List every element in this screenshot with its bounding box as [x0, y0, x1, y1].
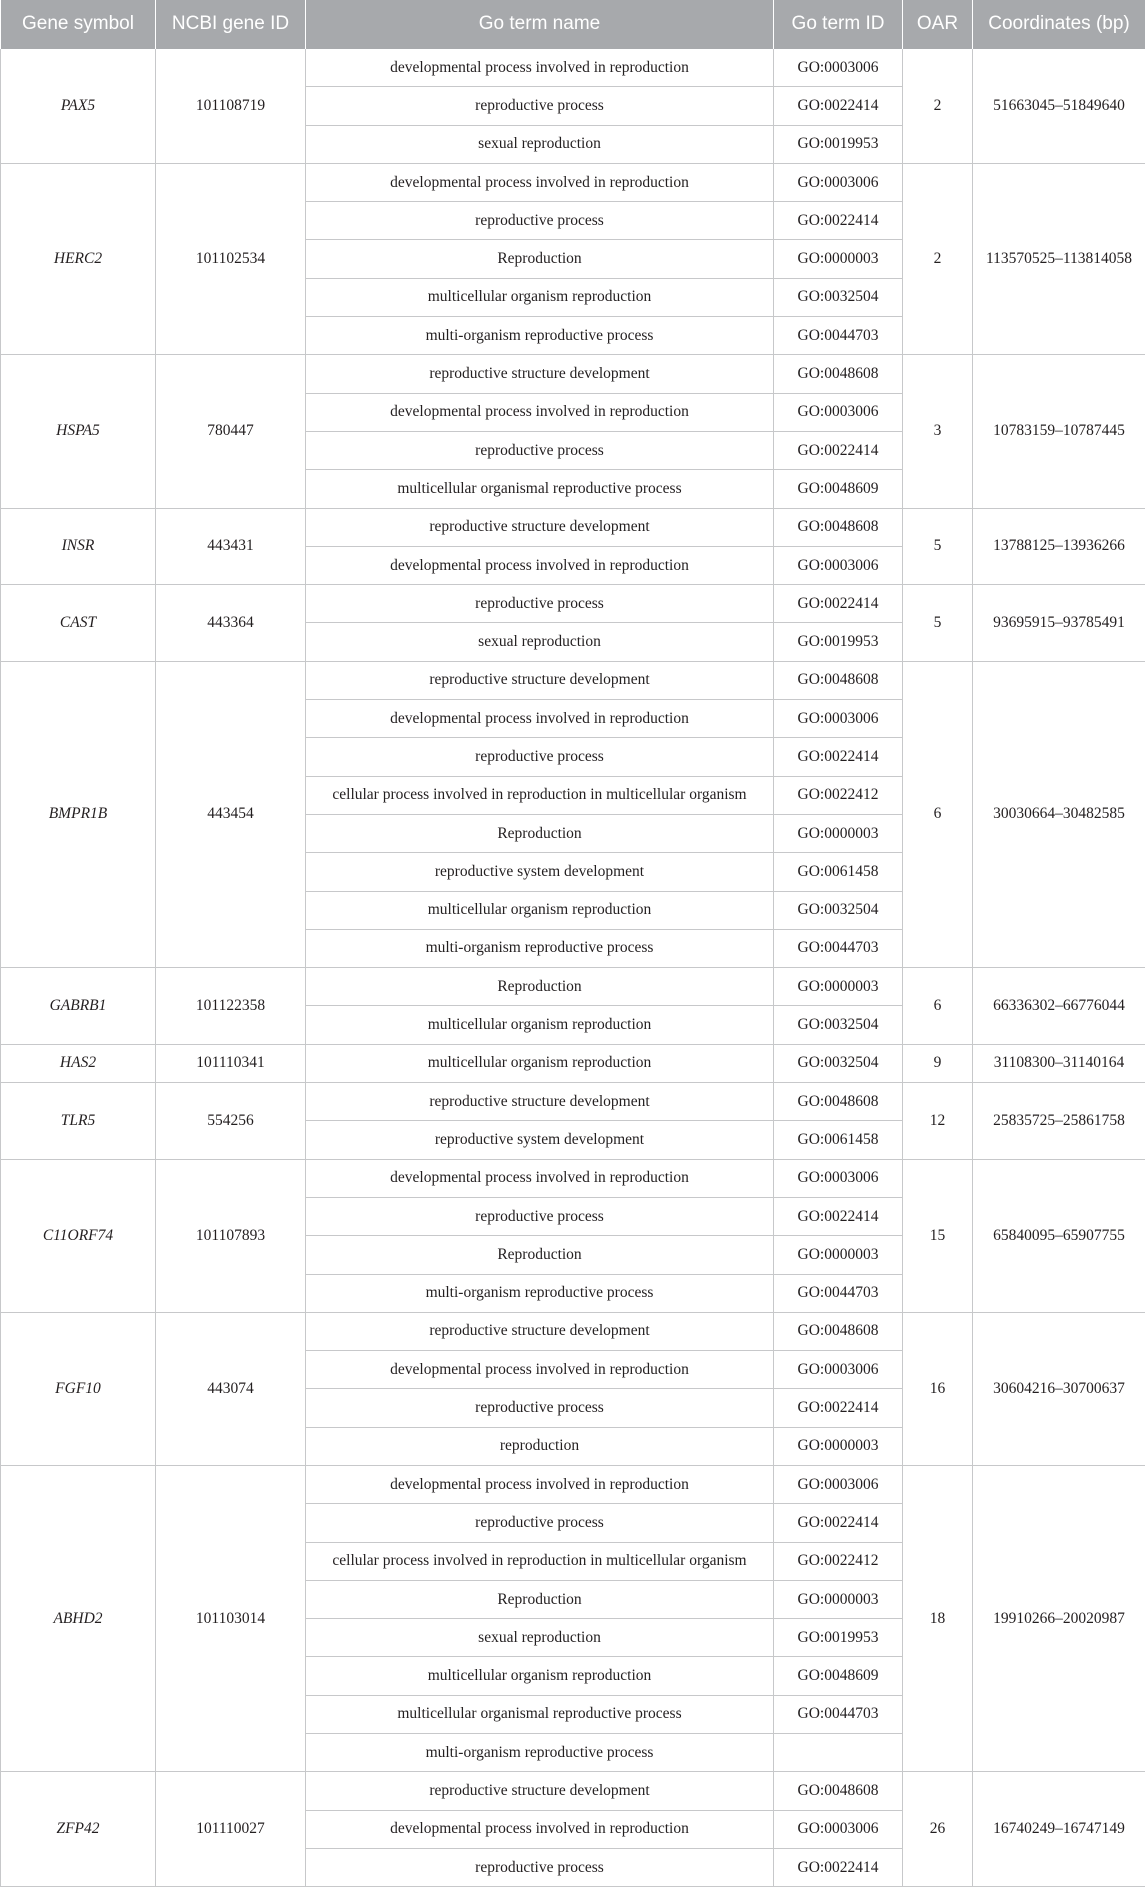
- go-term-id-cell: GO:0019953: [774, 623, 903, 661]
- go-term-id-cell: GO:0000003: [774, 1580, 903, 1618]
- header-coordinates: Coordinates (bp): [973, 0, 1145, 49]
- go-term-name-cell: reproductive process: [306, 87, 774, 125]
- go-term-id-cell: GO:0003006: [774, 1159, 903, 1197]
- ncbi-gene-id-cell: 101110341: [156, 1044, 306, 1082]
- ncbi-gene-id-cell: 101107893: [156, 1159, 306, 1312]
- table-row: [1, 508, 1145, 546]
- go-term-id-cell: GO:0044703: [774, 929, 903, 967]
- gene-group: [1, 163, 1145, 354]
- go-term-name-cell: developmental process involved in reproduction: [306, 1810, 774, 1848]
- go-term-id-cell: GO:0022414: [774, 1389, 903, 1427]
- gene-symbol-cell: HAS2: [1, 1044, 156, 1082]
- go-term-name-cell: sexual reproduction: [306, 1619, 774, 1657]
- go-term-name-cell: multi-organism reproductive process: [306, 1734, 774, 1772]
- table-row: [1, 1772, 1145, 1810]
- go-term-id-cell: GO:0000003: [774, 814, 903, 852]
- go-term-name-cell: cellular process involved in reproduction in multicellular organism: [306, 1542, 774, 1580]
- go-term-name-cell: developmental process involved in reproduction: [306, 49, 774, 87]
- go-term-id-cell: GO:0032504: [774, 1006, 903, 1044]
- gene-symbol-cell: HSPA5: [1, 355, 156, 508]
- go-term-name-cell: sexual reproduction: [306, 623, 774, 661]
- go-term-id-cell: GO:0003006: [774, 546, 903, 584]
- coordinates-cell: 19910266–20020987: [973, 1465, 1145, 1771]
- table-row: [1, 1312, 1145, 1350]
- go-term-name-cell: multicellular organismal reproductive process: [306, 470, 774, 508]
- go-term-id-cell: GO:0022412: [774, 776, 903, 814]
- ncbi-gene-id-cell: 443454: [156, 661, 306, 967]
- go-term-id-cell: GO:0022412: [774, 1542, 903, 1580]
- go-term-id-cell: GO:0044703: [774, 317, 903, 355]
- go-term-name-cell: multicellular organism reproduction: [306, 891, 774, 929]
- header-oar: OAR: [903, 0, 973, 49]
- oar-cell: 16: [903, 1312, 973, 1465]
- table-row: [1, 1465, 1145, 1503]
- go-term-id-cell: GO:0061458: [774, 853, 903, 891]
- table-row: [1, 585, 1145, 623]
- go-term-name-cell: Reproduction: [306, 1580, 774, 1618]
- ncbi-gene-id-cell: 101103014: [156, 1465, 306, 1771]
- oar-cell: 2: [903, 163, 973, 354]
- go-term-id-cell: GO:0061458: [774, 1121, 903, 1159]
- go-term-id-cell: GO:0022414: [774, 1197, 903, 1235]
- go-term-name-cell: reproductive structure development: [306, 1083, 774, 1121]
- go-term-name-cell: reproductive process: [306, 1389, 774, 1427]
- ncbi-gene-id-cell: 554256: [156, 1083, 306, 1160]
- gene-group: [1, 1772, 1145, 1887]
- header-go-term-name: Go term name: [306, 0, 774, 49]
- coordinates-cell: 16740249–16747149: [973, 1772, 1145, 1887]
- coordinates-cell: 93695915–93785491: [973, 585, 1145, 662]
- go-term-id-cell: GO:0048609: [774, 1657, 903, 1695]
- oar-cell: 18: [903, 1465, 973, 1771]
- coordinates-cell: 10783159–10787445: [973, 355, 1145, 508]
- go-term-id-cell: GO:0003006: [774, 1351, 903, 1389]
- go-term-name-cell: multi-organism reproductive process: [306, 929, 774, 967]
- coordinates-cell: 25835725–25861758: [973, 1083, 1145, 1160]
- go-term-id-cell: GO:0003006: [774, 1465, 903, 1503]
- go-term-name-cell: developmental process involved in reproduction: [306, 1159, 774, 1197]
- go-term-name-cell: developmental process involved in reproduction: [306, 700, 774, 738]
- coordinates-cell: 66336302–66776044: [973, 968, 1145, 1045]
- go-term-name-cell: reproductive structure development: [306, 1772, 774, 1810]
- oar-cell: 6: [903, 968, 973, 1045]
- table-row: [1, 163, 1145, 201]
- gene-symbol-cell: BMPR1B: [1, 661, 156, 967]
- table-row: [1, 1083, 1145, 1121]
- gene-symbol-cell: CAST: [1, 585, 156, 662]
- go-term-id-cell: GO:0022414: [774, 738, 903, 776]
- go-term-id-cell: [774, 1734, 903, 1772]
- go-term-id-cell: GO:0003006: [774, 49, 903, 87]
- ncbi-gene-id-cell: 443364: [156, 585, 306, 662]
- go-term-id-cell: GO:0048608: [774, 355, 903, 393]
- gene-symbol-cell: TLR5: [1, 1083, 156, 1160]
- coordinates-cell: 30604216–30700637: [973, 1312, 1145, 1465]
- ncbi-gene-id-cell: 101110027: [156, 1772, 306, 1887]
- go-term-name-cell: developmental process involved in reproduction: [306, 393, 774, 431]
- gene-group: [1, 1159, 1145, 1312]
- gene-group: [1, 661, 1145, 967]
- gene-symbol-cell: INSR: [1, 508, 156, 585]
- oar-cell: 9: [903, 1044, 973, 1082]
- go-term-name-cell: multi-organism reproductive process: [306, 1274, 774, 1312]
- go-term-id-cell: GO:0048608: [774, 1312, 903, 1350]
- gene-symbol-cell: C11ORF74: [1, 1159, 156, 1312]
- go-term-name-cell: reproductive process: [306, 1504, 774, 1542]
- coordinates-cell: 31108300–31140164: [973, 1044, 1145, 1082]
- ncbi-gene-id-cell: 101122358: [156, 968, 306, 1045]
- ncbi-gene-id-cell: 101102534: [156, 163, 306, 354]
- go-term-name-cell: reproductive structure development: [306, 661, 774, 699]
- go-term-name-cell: reproductive process: [306, 1197, 774, 1235]
- go-term-name-cell: multicellular organism reproduction: [306, 1006, 774, 1044]
- gene-symbol-cell: FGF10: [1, 1312, 156, 1465]
- go-term-name-cell: reproductive system development: [306, 1121, 774, 1159]
- oar-cell: 15: [903, 1159, 973, 1312]
- go-term-name-cell: multicellular organismal reproductive process: [306, 1695, 774, 1733]
- gene-group: [1, 968, 1145, 1045]
- go-term-id-cell: GO:0000003: [774, 968, 903, 1006]
- coordinates-cell: 65840095–65907755: [973, 1159, 1145, 1312]
- gene-symbol-cell: PAX5: [1, 49, 156, 164]
- header-row: [1, 0, 1145, 49]
- table-row: [1, 661, 1145, 699]
- go-term-id-cell: GO:0032504: [774, 278, 903, 316]
- go-term-id-cell: GO:0022414: [774, 585, 903, 623]
- go-term-id-cell: GO:0000003: [774, 1236, 903, 1274]
- coordinates-cell: 30030664–30482585: [973, 661, 1145, 967]
- go-term-id-cell: GO:0048609: [774, 470, 903, 508]
- go-term-id-cell: GO:0048608: [774, 508, 903, 546]
- go-term-name-cell: reproductive structure development: [306, 1312, 774, 1350]
- oar-cell: 3: [903, 355, 973, 508]
- go-term-name-cell: reproductive process: [306, 738, 774, 776]
- go-term-id-cell: GO:0022414: [774, 431, 903, 469]
- go-term-id-cell: GO:0022414: [774, 87, 903, 125]
- gene-group: [1, 1312, 1145, 1465]
- go-term-name-cell: reproductive process: [306, 431, 774, 469]
- go-term-id-cell: GO:0000003: [774, 240, 903, 278]
- coordinates-cell: 13788125–13936266: [973, 508, 1145, 585]
- go-term-name-cell: developmental process involved in reproduction: [306, 1351, 774, 1389]
- go-term-id-cell: GO:0032504: [774, 891, 903, 929]
- ncbi-gene-id-cell: 101108719: [156, 49, 306, 164]
- table-row: [1, 49, 1145, 87]
- table-row: [1, 355, 1145, 393]
- gene-group: [1, 585, 1145, 662]
- go-term-name-cell: sexual reproduction: [306, 125, 774, 163]
- go-term-name-cell: Reproduction: [306, 240, 774, 278]
- go-term-id-cell: GO:0022414: [774, 1848, 903, 1886]
- header-gene-symbol: Gene symbol: [1, 0, 156, 49]
- go-term-name-cell: developmental process involved in reproduction: [306, 163, 774, 201]
- table-row: [1, 1044, 1145, 1082]
- header-go-term-id: Go term ID: [774, 0, 903, 49]
- go-term-name-cell: multicellular organism reproduction: [306, 1044, 774, 1082]
- gene-symbol-cell: ABHD2: [1, 1465, 156, 1771]
- gene-group: [1, 508, 1145, 585]
- table-row: [1, 1159, 1145, 1197]
- ncbi-gene-id-cell: 443431: [156, 508, 306, 585]
- gene-group: [1, 49, 1145, 164]
- go-term-name-cell: multi-organism reproductive process: [306, 317, 774, 355]
- go-term-name-cell: reproductive process: [306, 202, 774, 240]
- gene-symbol-cell: GABRB1: [1, 968, 156, 1045]
- go-term-name-cell: reproductive process: [306, 585, 774, 623]
- go-term-id-cell: GO:0003006: [774, 1810, 903, 1848]
- go-term-id-cell: GO:0019953: [774, 1619, 903, 1657]
- oar-cell: 2: [903, 49, 973, 164]
- go-term-id-cell: GO:0019953: [774, 125, 903, 163]
- oar-cell: 5: [903, 585, 973, 662]
- coordinates-cell: 113570525–113814058: [973, 163, 1145, 354]
- go-term-name-cell: reproductive structure development: [306, 355, 774, 393]
- go-term-id-cell: GO:0003006: [774, 700, 903, 738]
- go-term-id-cell: GO:0003006: [774, 163, 903, 201]
- oar-cell: 26: [903, 1772, 973, 1887]
- go-term-id-cell: GO:0048608: [774, 1772, 903, 1810]
- oar-cell: 12: [903, 1083, 973, 1160]
- gene-symbol-cell: HERC2: [1, 163, 156, 354]
- go-term-name-cell: developmental process involved in reproduction: [306, 1465, 774, 1503]
- go-term-name-cell: cellular process involved in reproduction in multicellular organism: [306, 776, 774, 814]
- go-term-id-cell: GO:0000003: [774, 1427, 903, 1465]
- header-ncbi-gene-id: NCBI gene ID: [156, 0, 306, 49]
- gene-group: [1, 355, 1145, 508]
- go-term-id-cell: GO:0022414: [774, 202, 903, 240]
- ncbi-gene-id-cell: 443074: [156, 1312, 306, 1465]
- go-term-id-cell: GO:0044703: [774, 1695, 903, 1733]
- go-term-id-cell: GO:0048608: [774, 1083, 903, 1121]
- go-term-name-cell: Reproduction: [306, 814, 774, 852]
- go-term-name-cell: multicellular organism reproduction: [306, 278, 774, 316]
- oar-cell: 6: [903, 661, 973, 967]
- go-term-name-cell: reproductive system development: [306, 853, 774, 891]
- go-term-id-cell: GO:0032504: [774, 1044, 903, 1082]
- gene-symbol-cell: ZFP42: [1, 1772, 156, 1887]
- gene-group: [1, 1083, 1145, 1160]
- go-term-id-cell: GO:0044703: [774, 1274, 903, 1312]
- gene-group: [1, 1044, 1145, 1082]
- go-term-name-cell: Reproduction: [306, 968, 774, 1006]
- coordinates-cell: 51663045–51849640: [973, 49, 1145, 164]
- gene-group: [1, 1465, 1145, 1771]
- table-row: [1, 968, 1145, 1006]
- go-term-id-cell: GO:0003006: [774, 393, 903, 431]
- go-term-name-cell: reproduction: [306, 1427, 774, 1465]
- go-term-name-cell: Reproduction: [306, 1236, 774, 1274]
- go-term-id-cell: GO:0048608: [774, 661, 903, 699]
- go-term-name-cell: reproductive process: [306, 1848, 774, 1886]
- go-term-id-cell: GO:0022414: [774, 1504, 903, 1542]
- ncbi-gene-id-cell: 780447: [156, 355, 306, 508]
- go-term-name-cell: multicellular organism reproduction: [306, 1657, 774, 1695]
- go-term-name-cell: reproductive structure development: [306, 508, 774, 546]
- go-term-name-cell: developmental process involved in reproduction: [306, 546, 774, 584]
- oar-cell: 5: [903, 508, 973, 585]
